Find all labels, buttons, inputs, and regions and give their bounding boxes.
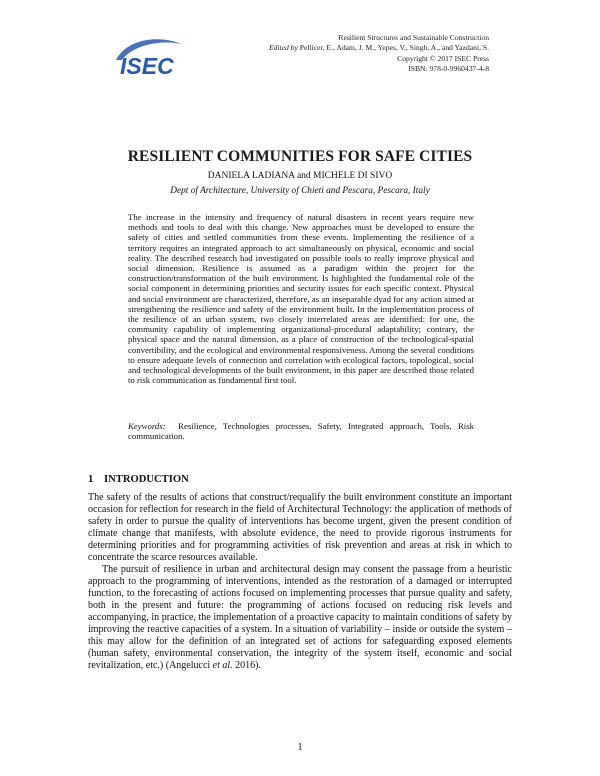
paper-affiliation: Dept of Architecture, University of Chieti and Pescara, Pescara, Italy [170,186,430,196]
keywords [128,421,474,441]
header-editors [189,43,489,53]
paragraph-2-text: The pursuit of resilience in urban and architectural design may consent the passage from a heuristic approach to the programming of interventions, intended as the restoration of a damaged or interrupted function, to the forecasting of actions focused on implementing processes that pursue quality and safety, both in the present and future: the programming of actions focused on reducing risk levels and accompanying, in practice, the implementation of a proactive capacity to maintain conditions of safety by improving the reactive capacities of a system. In a situation of variability – inside or outside the system – this may allow for the definition of an integrated set of actions for safeguarding exposed elements (human safety, environmental conservation, the integrity of the system itself, economic and social revitalization, etc.) (Angelucci [88,564,512,671]
header-isbn: ISBN: 978-0-9960437-4-8 [408,64,489,74]
keywords-label: Keywords: [128,421,166,431]
paper-title: RESILIENT COMMUNITIES FOR SAFE CITIES [127,148,473,165]
citation-et-al: et al. [212,660,233,671]
paragraph-1: The safety of the results of actions that construct/requalify the built environment constitute an important occasion for reflection for research in the field of Architectural Technology: the application of methods of safety in order to pursue the quality of interventions has become urgent, given the present condition of climate change that manifests, with absolute evidence, the need to provide rigorous instruments for determining priorities and for programming activities of risk prevention and areas at risk in which to concentrate the scarce resources available. [88,492,512,563]
citation-year: 2016). [235,660,262,671]
paper-authors: DANIELA LADIANA and MICHELE DI SIVO [207,171,393,181]
section-number: 1 [88,474,94,485]
section-heading [88,474,189,485]
header-copyright: Copyright © 2017 ISEC Press [397,53,489,63]
editors-list: Pellicer, E., Adam, J. M., Yepes, V., Singh, A., and Yazdani, S. [299,43,489,53]
logo-text: ISEC [120,53,174,79]
keywords-list: Resilience, Technologies processes, Safety, Integrated approach, Tools, Risk communication. [128,421,474,442]
header-book-title: Resilient Structures and Sustainable Construction [338,33,489,42]
isec-logo [112,36,194,80]
section-body [88,492,512,672]
edited-by-label: Edited by [268,43,298,53]
section-title: INTRODUCTION [104,474,189,485]
publication-header [189,33,489,75]
page-number: 1 [297,742,303,753]
paragraph-2 [88,564,512,672]
abstract: The increase in the intensity and frequency of natural disasters in recent years require new methods and tools to deal with this change. New approaches must be developed to ensure the safety of cities and settled communities from these events. Implementing the resilience of a territory requires an integrated approach to act simultaneously on physical, economic and social reality. The described research had investigated on possible tools to really improve physical and social dimension. Resilience is assumed as a paradigm within the project for the construction/transformation of the built environment. Is highlighted the fundamental role of the social component in determining priorities and security issues for each specific context. Physical and social environment are characterized, therefore, as an inseparable dyad for any action aimed at strengthening the resilience and safety of the environment built. In the implementation process of the resilience of an urban system, two closely interrelated areas are identified: for one, the community capability of implementing organizational-procedural adaptability; contrary, the physical space and the natural dimension, as a place of construction of the technological-spatial convertibility, and the ecological and environmental responsiveness. Among the several conditions to ensure adequate levels of connection and correlation with ecological factors, topological, social and technological developments of the built environment, in this paper are described those related to risk communication as fundamental first tool. [128,212,474,386]
